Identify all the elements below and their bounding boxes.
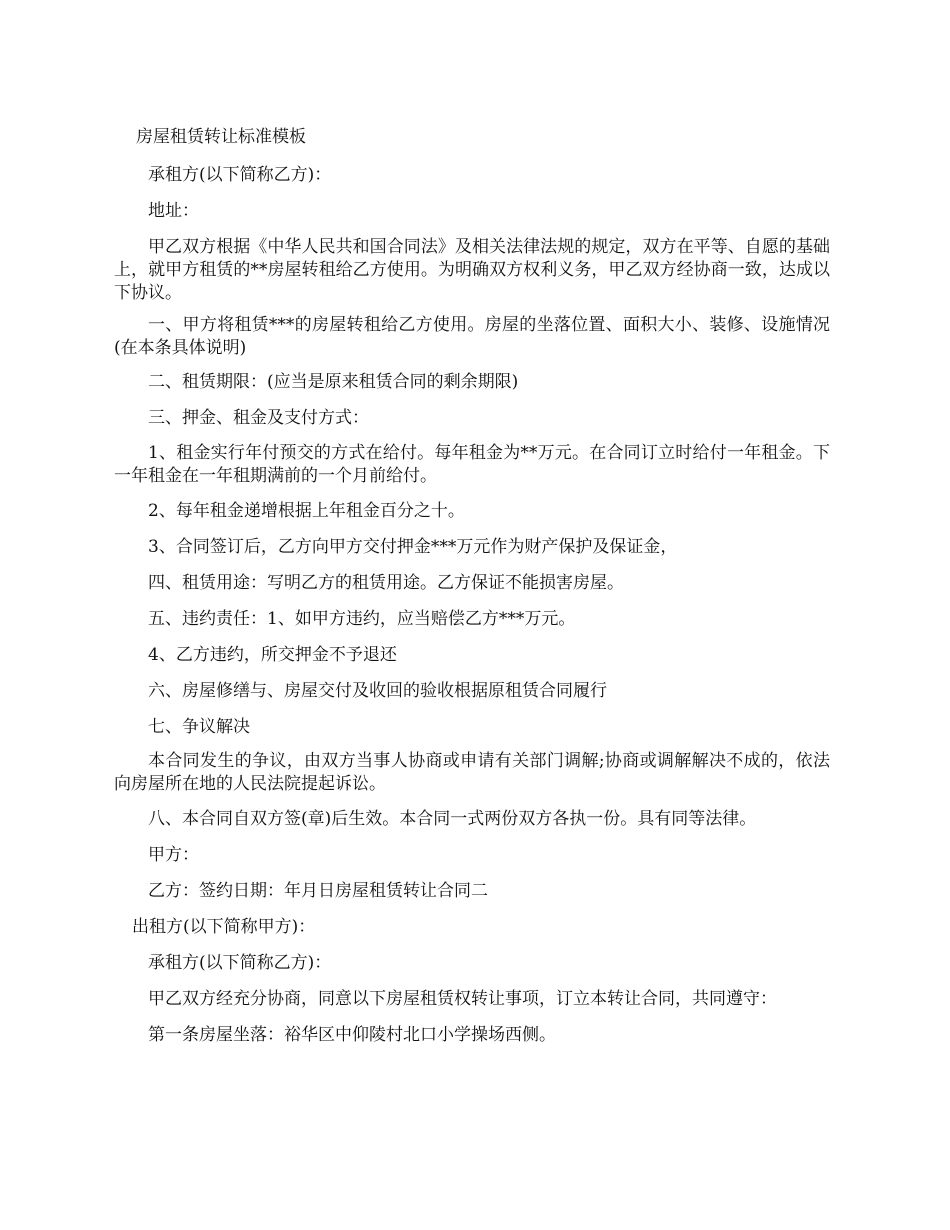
paragraph: 六、房屋修缮与、房屋交付及收回的验收根据原租赁合同履行 <box>148 681 607 701</box>
document-title: 房屋租赁转让标准模板 <box>136 127 306 147</box>
paragraph: 1、租金实行年付预交的方式在给付。每年租金为**万元。在合同订立时给付一年租金。下一年租金在一年租期满前的一个月前给付。 <box>114 443 830 486</box>
paragraph: 出租方(以下简称甲方)： <box>132 917 316 937</box>
paragraph: 八、本合同自双方签(章)后生效。本合同一式两份双方各执一份。具有同等法律。 <box>148 809 757 829</box>
paragraph: 一、甲方将租赁***的房屋转租给乙方使用。房屋的坐落位置、面积大小、装修、设施情况(在本条具体说明) <box>114 315 830 358</box>
paragraph: 承租方(以下简称乙方)： <box>148 953 332 973</box>
paragraph: 甲乙双方经充分协商，同意以下房屋租赁权转让事项，订立本转让合同，共同遵守： <box>148 989 777 1009</box>
paragraph: 4、乙方违约，所交押金不予退还 <box>148 645 397 665</box>
paragraph: 三、押金、租金及支付方式： <box>148 408 369 428</box>
paragraph: 四、租赁用途：写明乙方的租赁用途。乙方保证不能损害房屋。 <box>148 573 624 593</box>
paragraph: 乙方：签约日期：年月日房屋租赁转让合同二 <box>148 881 488 901</box>
paragraph: 本合同发生的争议，由双方当事人协商或申请有关部门调解;协商或调解解决不成的，依法向房屋所在地的人民法院提起诉讼。 <box>114 751 830 794</box>
paragraph: 承租方(以下简称乙方)： <box>148 165 332 185</box>
paragraph: 甲方： <box>148 845 199 865</box>
paragraph: 甲乙双方根据《中华人民共和国合同法》及相关法律法规的规定，双方在平等、自愿的基础上，就甲方租赁的**房屋转租给乙方使用。为明确双方权利义务，甲乙双方经协商一致，达成以下协议。 <box>114 237 830 303</box>
paragraph: 第一条房屋坐落：裕华区中仰陵村北口小学操场西侧。 <box>148 1025 556 1045</box>
paragraph: 二、租赁期限：(应当是原来租赁合同的剩余期限) <box>148 372 519 392</box>
paragraph: 2、每年租金递增根据上年租金百分之十。 <box>148 501 465 521</box>
paragraph: 地址： <box>148 201 199 221</box>
paragraph: 七、争议解决 <box>148 717 250 737</box>
paragraph: 五、违约责任：1、如甲方违约，应当赔偿乙方***万元。 <box>148 609 576 629</box>
paragraph: 3、合同签订后，乙方向甲方交付押金***万元作为财产保护及保证金， <box>148 537 678 557</box>
